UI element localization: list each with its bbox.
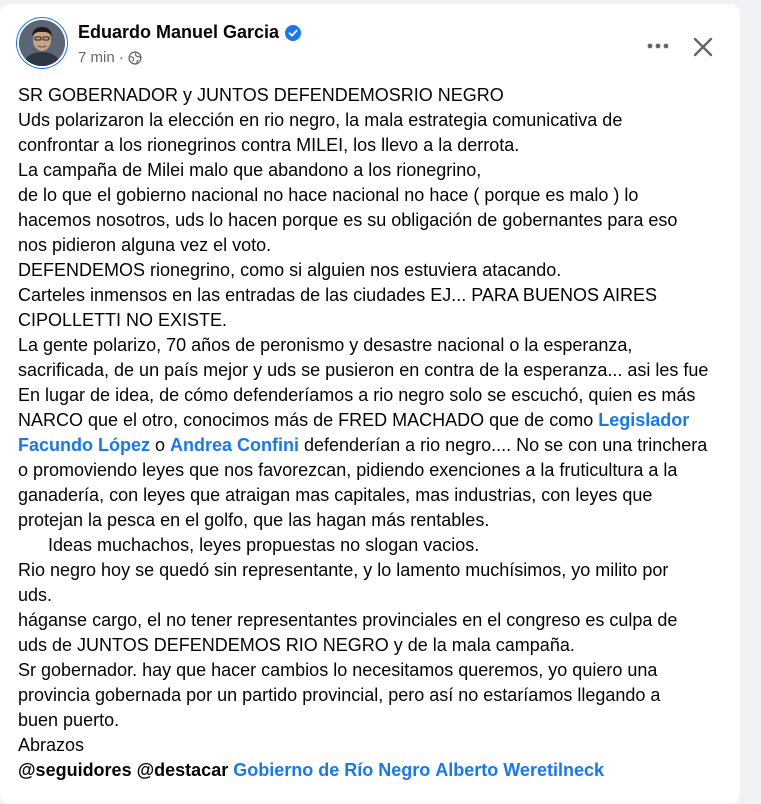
post-line: o promoviendo leyes que nos favorezcan, pidiendo exenciones a la fruticultura a la xyxy=(18,460,678,480)
post-line xyxy=(18,408,730,433)
mention-alberto-weretilneck[interactable]: Alberto Weretilneck xyxy=(435,760,604,780)
post-line xyxy=(18,433,730,458)
post-line: ganadería, con leyes que atraigan mas capitales, mas industrias, con leyes que xyxy=(18,485,653,505)
tag-seguidores[interactable]: @seguidores xyxy=(18,760,132,780)
post-line: Carteles inmensos en las entradas de las ciudades EJ... PARA BUENOS AIRES xyxy=(18,285,657,305)
author-avatar[interactable] xyxy=(19,20,65,66)
verified-badge-icon xyxy=(285,25,301,41)
mention-gobierno-rio-negro[interactable]: Gobierno de Río Negro xyxy=(233,760,431,780)
post-line: de lo que el gobierno nacional no hace nacional no hace ( porque es malo ) lo xyxy=(18,185,639,205)
post-line: Sr gobernador. hay que hacer cambios lo necesitamos queremos, yo quiero una xyxy=(18,660,658,680)
post-line: provincia gobernada por un partido provincial, pero así no estaríamos llegando a xyxy=(18,685,661,705)
post-line: confrontar a los rionegrinos contra MILEI, los llevo a la derrota. xyxy=(18,135,520,155)
post-text xyxy=(18,83,730,783)
post-line: Uds polarizaron la elección en rio negro, la mala estrategia comunicativa de xyxy=(18,110,623,130)
post-line: La campaña de Milei malo que abandono a los rionegrino, xyxy=(18,160,482,180)
more-options-icon xyxy=(647,43,669,49)
post-card xyxy=(0,4,740,804)
globe-icon[interactable] xyxy=(128,51,142,65)
post-tags-line xyxy=(18,758,730,783)
post-line-text: defenderían a rio negro.... No se con una trinchera xyxy=(299,435,708,455)
meta-separator: · xyxy=(118,49,124,66)
close-button[interactable] xyxy=(686,30,720,64)
tag-destacar[interactable]: @destacar xyxy=(136,760,229,780)
post-line: buen puerto. xyxy=(18,710,120,730)
mention-facundo-lopez[interactable]: Facundo López xyxy=(18,435,150,455)
post-line-indented: Ideas muchachos, leyes propuestas no slogan vacios. xyxy=(48,535,480,555)
post-line: uds. xyxy=(18,585,53,605)
post-line: nos pidieron alguna vez el voto. xyxy=(18,235,272,255)
avatar-photo xyxy=(19,20,65,66)
post-line: Abrazos xyxy=(18,735,85,755)
connector-text: o xyxy=(150,435,171,455)
post-line: protejan la pesca en el golfo, que las hagan más rentables. xyxy=(18,510,490,530)
post-line: háganse cargo, el no tener representantes provinciales en el congreso es culpa de xyxy=(18,610,678,630)
post-line: uds de JUNTOS DEFENDEMOS RIO NEGRO y de la mala campaña. xyxy=(18,635,575,655)
author-header xyxy=(78,22,301,43)
post-line: sacrificada, de un país mejor y uds se pusieron en contra de la esperanza... asi les fue xyxy=(18,360,709,380)
mention-andrea-confini[interactable]: Andrea Confini xyxy=(170,435,300,455)
post-line: DEFENDEMOS rionegrino, como si alguien nos estuviera atacando. xyxy=(18,260,562,280)
post-line: hacemos nosotros, uds lo hacen porque es su obligación de gobernantes para eso xyxy=(18,210,678,230)
author-name[interactable]: Eduardo Manuel Garcia xyxy=(78,22,280,42)
post-line-text: NARCO que el otro, conocimos más de FRED MACHADO que de como xyxy=(18,410,599,430)
post-line: CIPOLLETTI NO EXISTE. xyxy=(18,310,228,330)
post-time[interactable]: 7 min xyxy=(78,49,115,66)
post-meta xyxy=(78,49,142,66)
post-line: SR GOBERNADOR y JUNTOS DEFENDEMOSRIO NEGRO xyxy=(18,85,504,105)
post-line: Rio negro hoy se quedó sin representante, y lo lamento muchísimos, yo milito por xyxy=(18,560,669,580)
more-options-button[interactable] xyxy=(640,32,676,60)
page-scrollbar-track[interactable] xyxy=(741,0,761,785)
post-line: En lugar de idea, de cómo defenderíamos a rio negro solo se escuchó, quien es más xyxy=(18,385,696,405)
mention-legislador[interactable]: Legislador xyxy=(598,410,690,430)
post-line: La gente polarizo, 70 años de peronismo y desastre nacional o la esperanza, xyxy=(18,335,633,355)
close-icon xyxy=(693,37,713,57)
